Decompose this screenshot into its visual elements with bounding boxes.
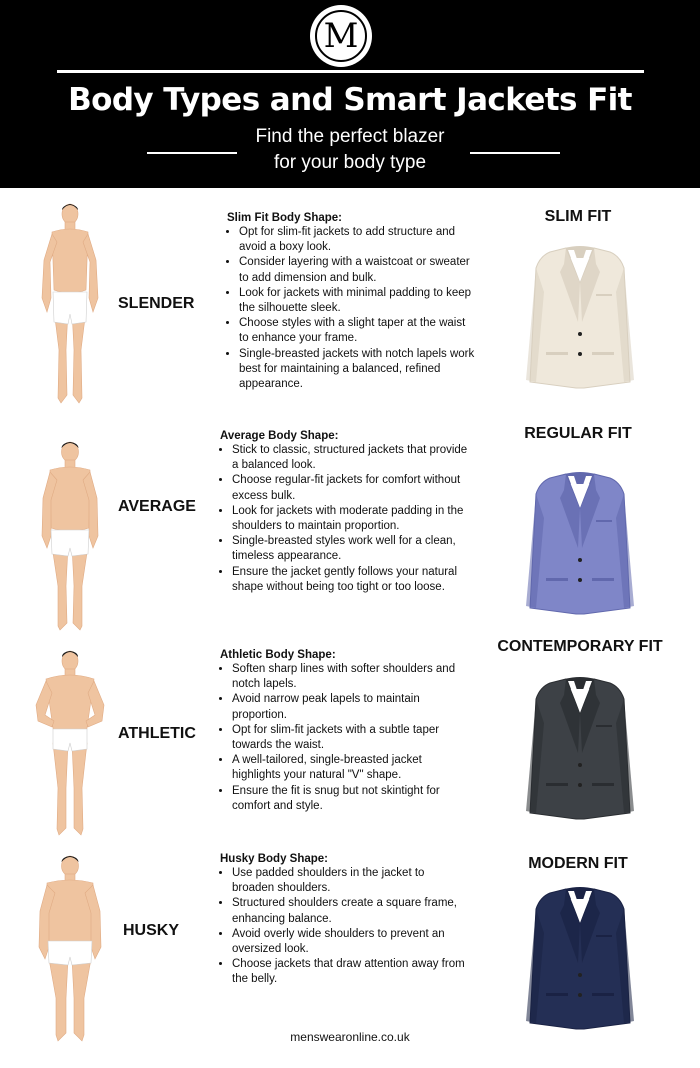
average-figure <box>30 428 110 638</box>
tips-list <box>215 225 475 392</box>
tip-item: • Ensure the jacket gently follows your natural shape without being too tight or too loose. <box>232 565 468 595</box>
subtitle-rule-right <box>470 152 560 154</box>
page-subtitle <box>200 124 500 176</box>
body-label-husky: HUSKY <box>123 922 180 939</box>
jacket-button <box>578 558 582 562</box>
regular-fit-jacket-image <box>520 468 640 618</box>
tip-item: • Choose regular-fit jackets for comfort without excess bulk. <box>232 473 468 503</box>
tips-title: Husky Body Shape: <box>220 853 328 865</box>
tip-item: • Soften sharp lines with softer shoulders and notch lapels. <box>232 662 468 692</box>
fit-title-regular: REGULAR FIT <box>524 425 632 442</box>
subtitle-line-2: for your body type <box>273 152 427 173</box>
tip-item: • Consider layering with a waistcoat or sweater to add dimension and bulk. <box>239 255 475 285</box>
contemporary-fit-jacket-image <box>520 673 640 823</box>
jacket-pocket-right <box>592 352 614 355</box>
footer-website: menswearonline.co.uk <box>290 1030 410 1044</box>
jacket-pocket-right <box>592 993 614 996</box>
subtitle-rule-left <box>147 152 237 154</box>
jacket-button <box>578 783 582 787</box>
slender-figure <box>30 200 110 410</box>
jacket-pocket-left <box>546 993 568 996</box>
tip-item: • Opt for slim-fit jackets to add structure and avoid a boxy look. <box>239 225 475 255</box>
tips-list <box>208 662 468 814</box>
jacket-pocket-left <box>546 783 568 786</box>
tip-item: • Avoid overly wide shoulders to prevent an oversized look. <box>232 927 468 957</box>
tip-item: • Stick to classic, structured jackets that provide a balanced look. <box>232 443 468 473</box>
jacket-pocket-left <box>546 578 568 581</box>
fit-title-modern: MODERN FIT <box>528 855 628 872</box>
jacket-button <box>578 993 582 997</box>
jacket-pocket-left <box>546 352 568 355</box>
section-athletic <box>0 638 700 858</box>
brand-logo <box>310 5 372 67</box>
jacket-pocket-right <box>592 578 614 581</box>
logo-letter: M <box>323 16 359 56</box>
modern-fit-jacket-image <box>520 883 640 1033</box>
jacket-breast-pocket <box>596 725 612 727</box>
tip-item: • Choose styles with a slight taper at the waist to enhance your frame. <box>239 316 475 346</box>
jacket-breast-pocket <box>596 935 612 937</box>
tip-item: • Structured shoulders create a square frame, enhancing balance. <box>232 896 468 926</box>
jacket-button <box>578 352 582 356</box>
athletic-figure <box>30 643 110 853</box>
subtitle-line-1: Find the perfect blazer <box>255 126 445 147</box>
slim-fit-jacket-image <box>520 242 640 392</box>
section-slender <box>0 200 700 415</box>
tips-list <box>208 866 468 988</box>
fit-title-slim: SLIM FIT <box>544 208 612 225</box>
tips-average <box>208 430 468 595</box>
body-label-average: AVERAGE <box>118 498 196 515</box>
tips-title: Athletic Body Shape: <box>220 649 336 661</box>
tips-title: Average Body Shape: <box>220 430 339 442</box>
jacket-button <box>578 578 582 582</box>
body-label-slender: SLENDER <box>118 295 195 312</box>
jacket-pocket-right <box>592 783 614 786</box>
tip-item: • Look for jackets with minimal padding to keep the silhouette sleek. <box>239 286 475 316</box>
fit-title-contemporary: CONTEMPORARY FIT <box>497 638 663 655</box>
tip-item: • Single-breasted jackets with notch lapels work best for maintaining a balanced, refined appearance. <box>239 347 475 393</box>
header-divider <box>57 70 644 73</box>
jacket-button <box>578 763 582 767</box>
body-label-athletic: ATHLETIC <box>118 725 196 742</box>
tips-title: Slim Fit Body Shape: <box>227 212 343 224</box>
tip-item: • Use padded shoulders in the jacket to broaden shoulders. <box>232 866 468 896</box>
section-average <box>0 425 700 643</box>
tip-item: • Opt for slim-fit jackets with a subtle taper towards the waist. <box>232 723 468 753</box>
tip-item: • A well-tailored, single-breasted jacket highlights your natural "V" shape. <box>232 753 468 783</box>
jacket-button <box>578 332 582 336</box>
jacket-button <box>578 973 582 977</box>
tips-slender <box>215 212 475 392</box>
jacket-breast-pocket <box>596 294 612 296</box>
tip-item: • Single-breasted styles work well for a clean, timeless appearance. <box>232 534 468 564</box>
page-title: Body Types and Smart Jackets Fit <box>68 82 632 118</box>
jacket-breast-pocket <box>596 520 612 522</box>
tips-list <box>208 443 468 595</box>
tips-husky <box>208 853 468 988</box>
tip-item: • Look for jackets with moderate padding in the shoulders to maintain proportion. <box>232 504 468 534</box>
tips-athletic <box>208 649 468 814</box>
tip-item: • Avoid narrow peak lapels to maintain proportion. <box>232 692 468 722</box>
header-banner <box>0 0 700 188</box>
tip-item: • Ensure the fit is snug but not skintight for comfort and style. <box>232 784 468 814</box>
tip-item: • Choose jackets that draw attention away from the belly. <box>232 957 468 987</box>
